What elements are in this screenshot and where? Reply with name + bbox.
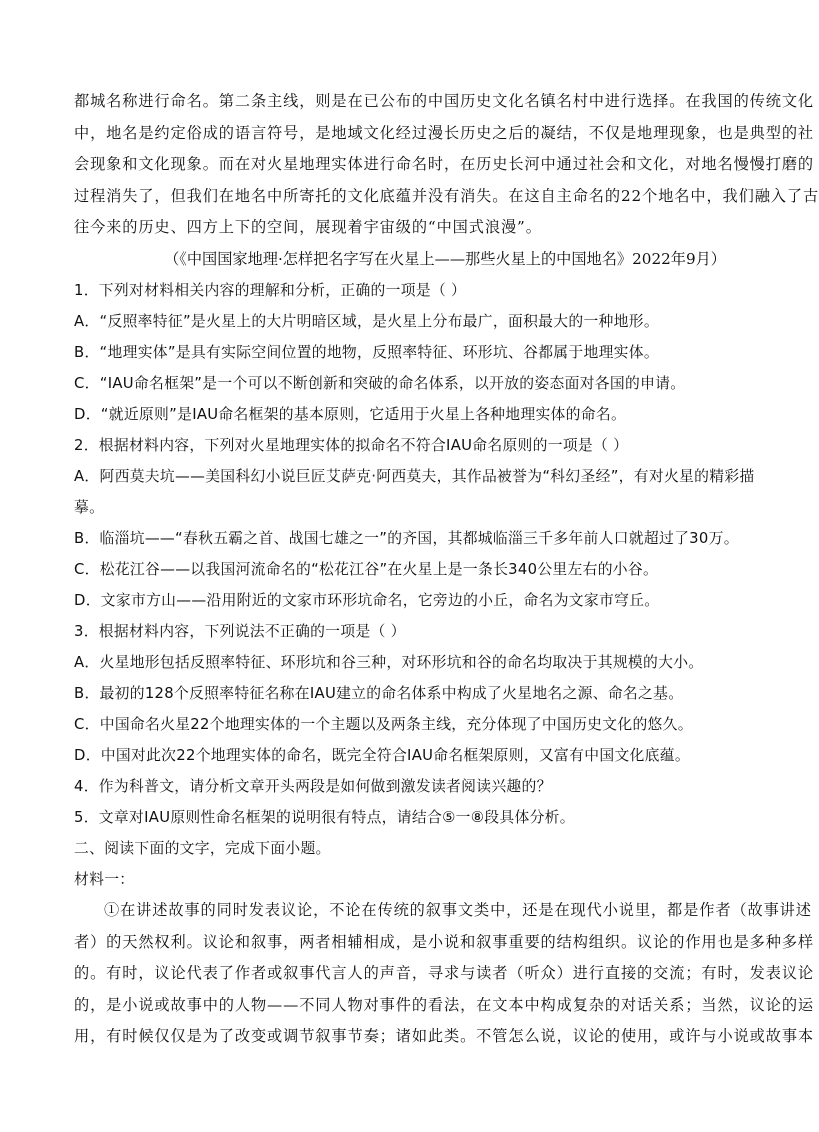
option-2c: C．松花江谷——以我国河流命名的“松花江谷”在火星上是一条长340公里左右的小谷。 <box>74 561 659 578</box>
question-5: 5．文章对IAU原则性命名框架的说明很有特点，请结合⑤一⑧段具体分析。 <box>74 809 575 826</box>
material-label: 材料一： <box>74 871 135 888</box>
passage-line: 过程消失了，但我们在地名中所寄托的文化底蕴并没有消失。在这自主命名的22个地名中，我们融入了古 <box>74 186 819 205</box>
option-1b: B．“地理实体”是具有实际空间位置的地物，反照率特征、环形坑、谷都属于地理实体。 <box>74 344 659 361</box>
questions-list <box>74 275 755 895</box>
material-line: ①在讲述故事的同时发表议论，不论在传统的叙事文类中，还是在现代小说里，都是作者（故事讲述 <box>104 901 812 919</box>
option-3b: B．最初的128个反照率特征名称在IAU建立的命名体系中构成了火星地名之源、命名之基。 <box>74 685 684 702</box>
passage-line: 都城名称进行命名。第二条主线，则是在已公布的中国历史文化名镇名村中进行选择。在我国的传统文化 <box>74 92 815 110</box>
question-2: 2．根据材料内容，下列对火星地理实体的拟命名不符合IAU命名原则的一项是（ ） <box>74 437 629 454</box>
passage-line: 中，地名是约定俗成的语言符号，是地域文化经过漫长历史之后的凝结，不仅是地理现象，也是典型的社 <box>74 123 815 142</box>
option-1a: A．“反照率特征”是火星上的大片明暗区域，是火星上分布最广，面积最大的一种地形。 <box>74 313 659 330</box>
option-2a-cont: 摹。 <box>74 499 105 516</box>
option-3c: C．中国命名火星22个地理实体的一个主题以及两条主线，充分体现了中国历史文化的悠久。 <box>74 716 693 733</box>
passage-end <box>74 86 819 275</box>
material-line: 的。有时，议论代表了作者或叙事代言人的声音，寻求与读者（听众）进行直接的交流；有时，发表议论 <box>74 964 815 982</box>
material-one-text <box>74 895 815 1053</box>
material-line: 者）的天然权利。议论和叙事，两者相辅相成，是小说和叙事重要的结构组织。议论的作用也是多种多样 <box>74 932 815 951</box>
option-3d: D．中国对此次22个地理实体的命名，既完全符合IAU命名框架原则，又富有中国文化底蕴。 <box>74 747 690 764</box>
question-4: 4．作为科普文，请分析文章开头两段是如何做到激发读者阅读兴趣的？ <box>74 778 552 795</box>
material-line: 的，是小说或故事中的人物——不同人物对事件的看法，在文本中构成复杂的对话关系；当然，议论的运 <box>74 995 815 1014</box>
section-heading: 二、阅读下面的文字，完成下面小题。 <box>74 840 331 857</box>
material-line: 用，有时候仅仅是为了改变或调节叙事节奏；诸如此类。不管怎么说，议论的使用，或许与小说或故事本 <box>74 1027 815 1045</box>
question-3: 3．根据材料内容，下列说法不正确的一项是（ ） <box>74 623 406 640</box>
passage-line: 往今来的历史、四方上下的空间，展现着宇宙级的“中国式浪漫”。 <box>74 218 542 236</box>
option-2a: A．阿西莫夫坑——美国科幻小说巨匠艾萨克·阿西莫夫，其作品被誉为“科幻圣经”，有对火星的精彩描 <box>74 468 755 485</box>
option-2b: B．临淄坑——“春秋五霸之首、战国七雄之一”的齐国，其都城临淄三千多年前人口就超过了30万。 <box>74 530 739 547</box>
option-3a: A．火星地形包括反照率特征、环形坑和谷三种，对环形坑和谷的命名均取决于其规模的大小。 <box>74 654 704 671</box>
option-1d: D．“就近原则”是IAU命名框架的基本原则，它适用于火星上各种地理实体的命名。 <box>74 406 627 423</box>
page-content <box>74 86 819 1053</box>
source-citation: （《中国国家地理·怎样把名字写在火星上——那些火星上的中国地名》2022年9月） <box>164 249 726 268</box>
option-2d: D．文家市方山——沿用附近的文家市环形坑命名，它旁边的小丘，命名为文家市穹丘。 <box>74 592 660 609</box>
option-1c: C．“IAU命名框架”是一个可以不断创新和突破的命名体系，以开放的姿态面对各国的申请。 <box>74 375 686 392</box>
passage-line: 会现象和文化现象。而在对火星地理实体进行命名时，在历史长河中通过社会和文化，对地名慢慢打磨的 <box>74 155 815 173</box>
question-1: 1．下列对材料相关内容的理解和分析，正确的一项是（ ） <box>74 282 467 299</box>
